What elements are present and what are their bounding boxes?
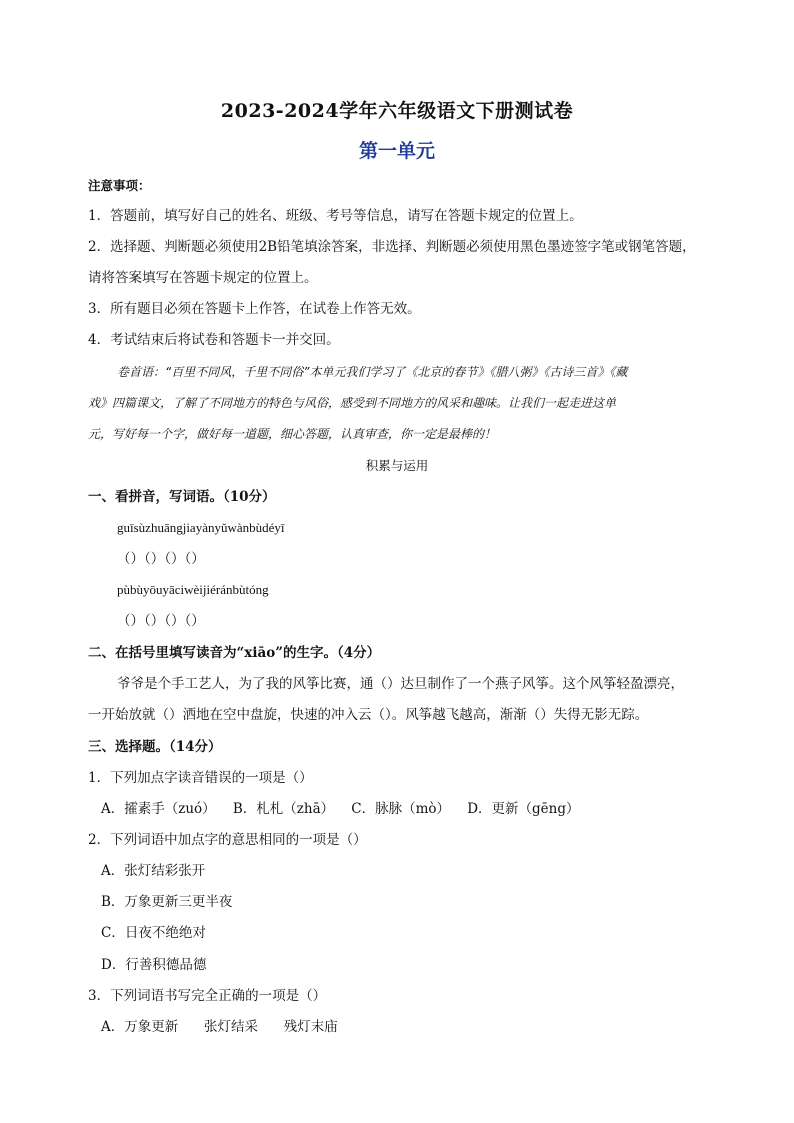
- preface-line-1: 卷首语：“百里不同风，千里不同俗”本单元我们学习了《北京的春节》《腊八粥》《古诗三首》《藏: [117, 365, 628, 379]
- q1-heading: 一、看拼音，写词语。（10分）: [88, 489, 276, 505]
- notes-heading: 注意事项：: [88, 178, 151, 193]
- preface-line-3: 元，写好每一个字，做好每一道题，细心答题，认真审查，你一定是最棒的！: [88, 427, 497, 441]
- q3-1-question: 1．下列加点字读音错误的一项是（）: [88, 770, 313, 786]
- q3-2-option-d: D．行善积德品德: [101, 957, 207, 973]
- q3-2-question: 2．下列词语中加点字的意思相同的一项是（）: [88, 832, 367, 848]
- q3-3-option-a: A．万象更新 张灯结采 残灯末庙: [101, 1019, 338, 1035]
- notes-item-2-cont: 请将答案填写在答题卡规定的位置上。: [88, 270, 318, 286]
- q3-2-option-a: A．张灯结彩张开: [101, 863, 206, 879]
- notes-item-1: 1．答题前，填写好自己的姓名、班级、考号等信息，请写在答题卡规定的位置上。: [88, 208, 583, 224]
- preface-line-2: 戏》四篇课文，了解了不同地方的特色与风俗，感受到不同地方的风采和趣味。让我们一起走进这单: [88, 396, 617, 410]
- section-title: 积累与运用: [365, 458, 429, 473]
- notes-item-3: 3．所有题目必须在答题卡上作答，在试卷上作答无效。: [88, 301, 421, 317]
- notes-item-2: 2．选择题、判断题必须使用2B铅笔填涂答案，非选择、判断题必须使用黑色墨迹签字笔或钢笔答题，: [88, 239, 696, 255]
- unit-title: 第一单元: [358, 140, 435, 162]
- q1-answer-blanks-2[interactable]: （）（）（）（）: [117, 613, 205, 629]
- q2-heading: 二、在括号里填写读音为“xiāo”的生字。（4分）: [88, 645, 381, 661]
- q3-heading: 三、选择题。（14分）: [88, 739, 222, 755]
- q2-passage-line-1: 爷爷是个手工艺人，为了我的风筝比赛，通（）达旦制作了一个燕子风筝。这个风筝轻盈漂亮，: [117, 676, 684, 692]
- q3-1-options: A．攉素手（zuó） B．札札（zhā） C．脉脉（mò） D．更新（gēng）: [101, 801, 580, 817]
- q3-2-option-c: C．日夜不绝绝对: [101, 925, 206, 941]
- notes-item-4: 4．考试结束后将试卷和答题卡一并交回。: [88, 332, 340, 348]
- q3-2-option-b: B．万象更新三更半夜: [101, 894, 233, 910]
- q1-pinyin-1: guīsùzhuāngjiayànyǔwànbùdéyī: [117, 520, 285, 535]
- q1-pinyin-2: pùbùyōuyāciwèijiéránbùtóng: [117, 582, 269, 597]
- q1-answer-blanks-1[interactable]: （）（）（）（）: [117, 551, 205, 567]
- q3-3-question: 3．下列词语书写完全正确的一项是（）: [88, 988, 327, 1004]
- q2-passage-line-2: 一开始放就（）洒地在空中盘旋，快速的冲入云（）。风筝越飞越高，渐渐（）失得无影无踪。: [88, 707, 649, 723]
- exam-title: 2023-2024学年六年级语文下册测试卷: [220, 100, 574, 122]
